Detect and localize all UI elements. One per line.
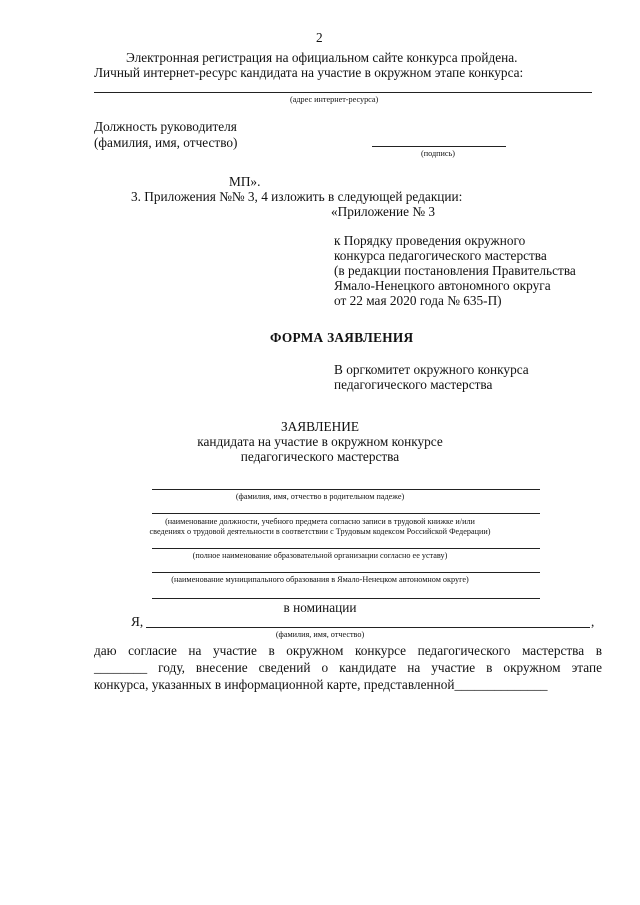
fio-genitive-line xyxy=(152,489,540,490)
registration-line-1: Электронная регистрация на официальном сайте конкурса пройдена. xyxy=(126,50,518,65)
nomination-line xyxy=(152,598,540,599)
statement-subtitle-1: кандидата на участие в окружном конкурсе xyxy=(197,434,443,449)
statement-title: ЗАЯВЛЕНИЕ xyxy=(281,419,359,434)
appendix-title: «Приложение № 3 xyxy=(331,204,435,219)
appendix-line-1: к Порядку проведения окружного xyxy=(334,233,526,248)
organization-line xyxy=(152,548,540,549)
address-caption: (адрес интернет-ресурса) xyxy=(290,95,379,104)
consent-line-1: даю согласие на участие в окружном конкурсе педагогического мастерства в xyxy=(94,643,602,658)
registration-line-2: Личный интернет-ресурс кандидата на участие в окружном этапе конкурса: xyxy=(94,65,524,80)
appendix-line-2: конкурса педагогического мастерства xyxy=(334,248,547,263)
appendix-line-5: от 22 мая 2020 года № 635-П) xyxy=(334,293,502,308)
fio-genitive-caption: (фамилия, имя, отчество в родительном падеже) xyxy=(235,492,405,501)
appendix-line-3: (в редакции постановления Правительства xyxy=(334,263,576,278)
head-position-label: Должность руководителя xyxy=(94,119,237,134)
consent-paragraph xyxy=(94,642,602,693)
organization-caption: (полное наименование образовательной организации согласно ее уставу) xyxy=(192,551,448,560)
statement-subtitle-2: педагогического мастерства xyxy=(240,449,400,464)
address-field-line xyxy=(94,92,592,93)
municipality-line xyxy=(152,572,540,573)
fio-comma: , xyxy=(591,614,595,629)
municipality-caption: (наименование муниципального образования в Ямало-Ненецком автономном округе) xyxy=(171,575,469,584)
signature-caption: (подпись) xyxy=(421,149,455,158)
page-number: 2 xyxy=(316,30,323,45)
nomination-label: в номинации xyxy=(283,600,357,615)
signature-line xyxy=(372,146,506,147)
consent-line-2: ________ году, внесение сведений о кандидате на участие в окружном этапе xyxy=(94,660,602,675)
position-caption-2: сведениях о трудовой деятельности в соответствии с Трудовым кодексом Российской Федерации) xyxy=(149,527,491,536)
fio-caption: (фамилия, имя, отчество) xyxy=(275,630,365,639)
amendment-text: 3. Приложения №№ 3, 4 изложить в следующей редакции: xyxy=(131,189,463,204)
consent-line-3: конкурса, указанных в информационной карте, представленной______________ xyxy=(94,677,548,692)
appendix-line-4: Ямало-Ненецкого автономного округа xyxy=(334,278,551,293)
head-name-label: (фамилия, имя, отчество) xyxy=(94,135,238,150)
position-line xyxy=(152,513,540,514)
stamp-label: МП». xyxy=(229,174,261,189)
addressee-line-1: В оргкомитет окружного конкурса xyxy=(334,362,529,377)
form-title: ФОРМА ЗАЯВЛЕНИЯ xyxy=(270,330,414,345)
position-caption-1: (наименование должности, учебного предмета согласно записи в трудовой книжке и/или xyxy=(165,517,475,526)
i-label: Я, xyxy=(131,614,144,629)
fio-line xyxy=(146,627,590,628)
addressee-line-2: педагогического мастерства xyxy=(334,377,493,392)
